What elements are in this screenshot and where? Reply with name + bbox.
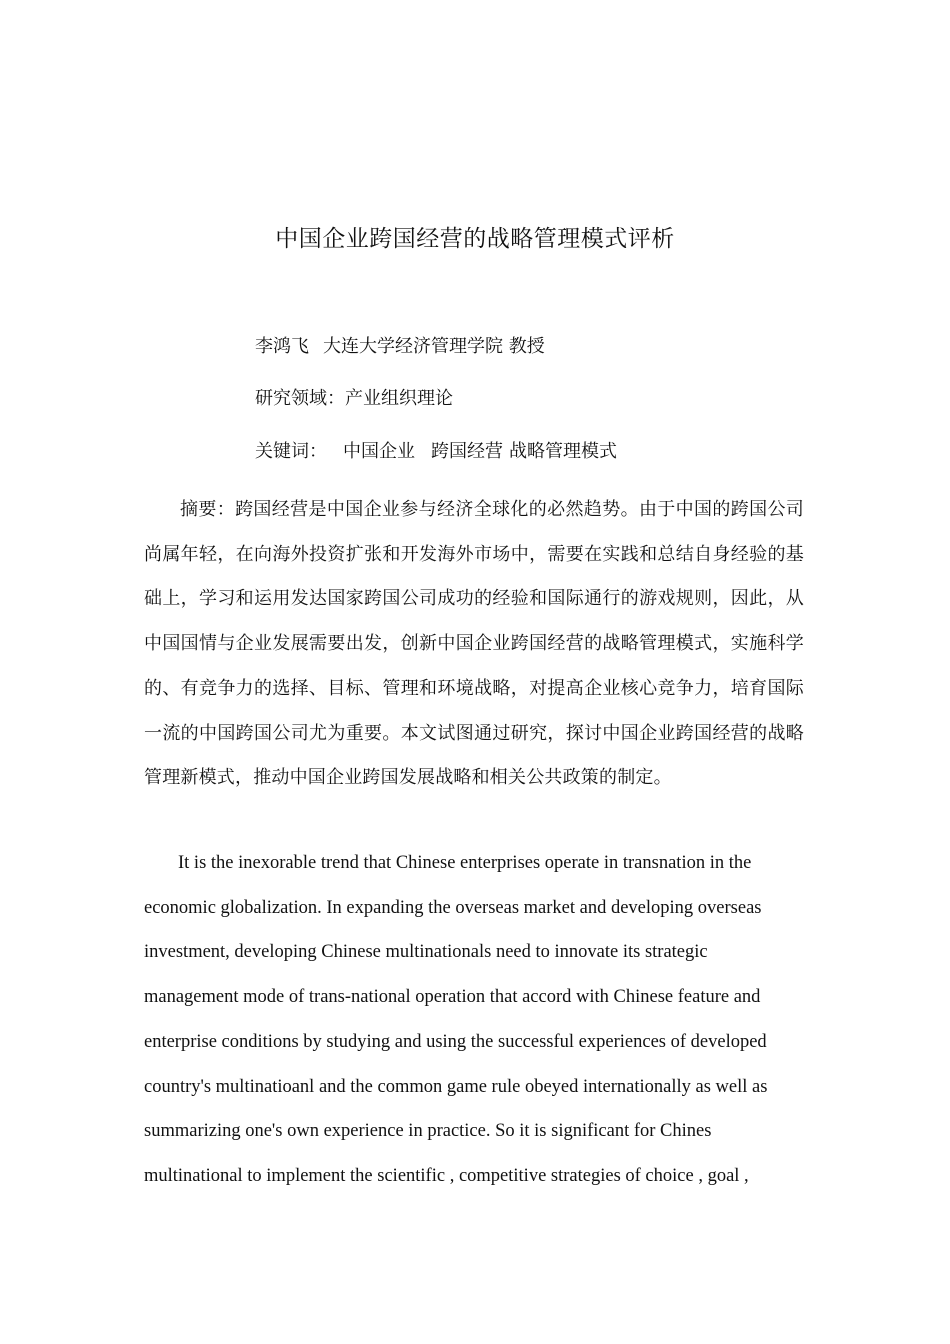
- keyword-item: 中国企业: [343, 441, 415, 462]
- keywords-line: [255, 438, 617, 466]
- author-line: [255, 333, 545, 361]
- keyword-item: 跨国经营: [431, 441, 503, 462]
- document-title: 中国企业跨国经营的战略管理模式评析: [275, 226, 675, 252]
- research-field: 研究领域：产业组织理论: [255, 388, 453, 409]
- abstract-english: It is the inexorable trend that Chinese enterprises operate in transnation in the economic globalization. In expanding the overseas market and developing overseas investment, developing Chinese multinationals need to innovate its strategic management mode of trans-national operation that accord with Chinese feature and enterprise conditions by studying and using the successful experiences of developed country's multinatioanl and the common game rule obeyed internationally as well as summarizing one's own experience in practice. So it is significant for Chines multinational to implement the scientific , competitive strategies of choice , goal ,: [144, 853, 768, 1186]
- author-name: 李鸿飞: [255, 336, 309, 357]
- abstract-chinese: 摘要：跨国经营是中国企业参与经济全球化的必然趋势。由于中国的跨国公司尚属年轻，在向海外投资扩张和开发海外市场中，需要在实践和总结自身经验的基础上，学习和运用发达国家跨国公司成功的经验和国际通行的游戏规则，因此，从中国国情与企业发展需要出发，创新中国企业跨国经营的战略管理模式，实施科学的、有竞争力的选择、目标、管理和环境战略，对提高企业核心竞争力，培育国际一流的中国跨国公司尤为重要。本文试图通过研究，探讨中国企业跨国经营的战略管理新模式，推动中国企业跨国发展战略和相关公共政策的制定。: [144, 499, 804, 789]
- author-affiliation: 大连大学经济管理学院 教授: [323, 336, 545, 357]
- keywords-label: 关键词：: [255, 441, 327, 462]
- keyword-item: 战略管理模式: [509, 441, 617, 462]
